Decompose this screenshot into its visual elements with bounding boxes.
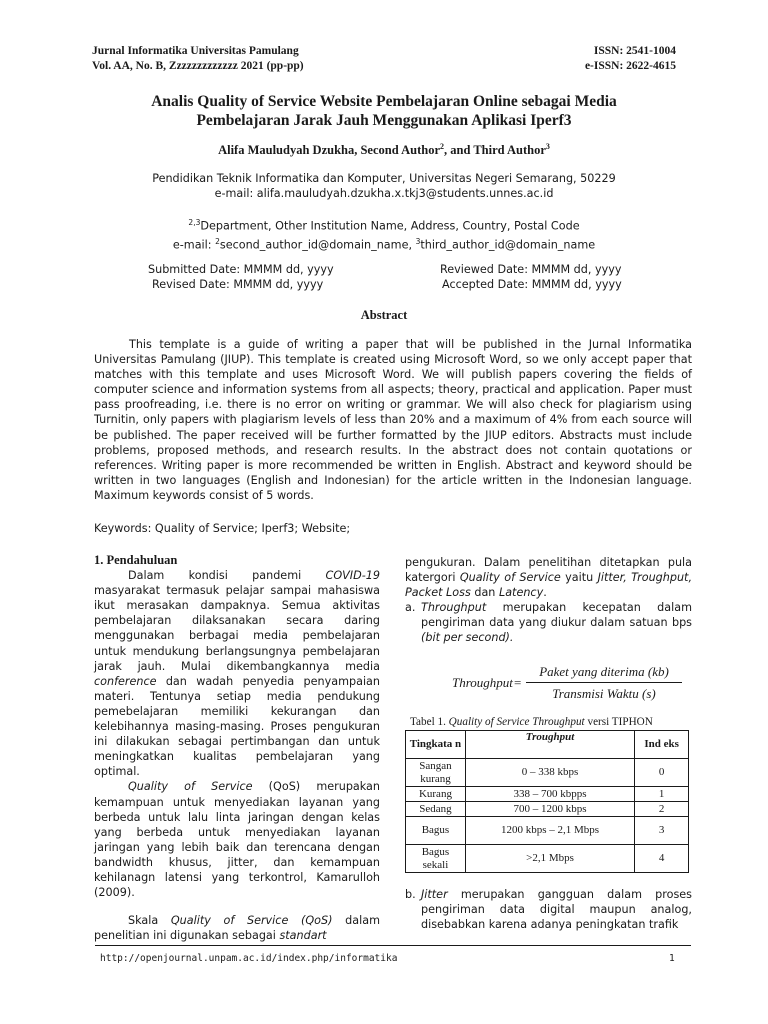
issn: ISSN: 2541-1004 <box>593 45 676 57</box>
journal-volume: Vol. AA, No. B, Zzzzzzzzzzzzz 2021 (pp-pp) <box>92 60 304 72</box>
paragraph: Dalam kondisi pandemi COVID-19 masyarakat termasuk pelajar sampai mahasiswa ikut merasakan dampaknya. Semua aktivitas pembelajaran dilaksanakan secara daring menggunakan berbagai media pembelajaran untuk mendukung berlangsungnya pembelajaran jarak jauh. Mulai dikembangkannya media conference dan wadah penyedia penyampaian materi. Tentunya setiap media pendukung pemebelajaran memiliki kekurangan dan kelebihannya masing-masing. Proses pengukuran ini dilakukan sebagai pertimbangan dan untuk meningkatkan kualitas pembelajaran yang optimal. <box>94 569 380 779</box>
table-header: Troughput <box>465 731 634 759</box>
keywords: Keywords: Quality of Service; Iperf3; Website; <box>94 522 351 535</box>
abstract-body: This template is a guide of writing a paper that will be published in the Jurnal Informatika Universitas Pamulang (JIUP). This template is created using Microsoft Word, so we only accept paper that matches with this template and uses Microsoft Word. We will publish papers covering the fields of computer science and information systems from all aspects; theory, practical and application. Paper must pass proofreading, i.e. there is no error on writing or grammar. We will also check for plagiarism using Turnitin, only papers with plagiarism levels of less than 20% and a maximum of 4% from each source will be published. The paper received will be further formatted by the JIUP editors. Abstracts must include problems, proposed methods, and research results. In the abstract does not contain quotations or references. Writing paper is more recommended be written in English. Abstract and keyword should be written in two languages (English and Indonesian) for the article written in the Indonesian language. Maximum keywords consist of 5 words. <box>94 338 692 502</box>
accepted-date: Accepted Date: MMMM dd, yyyy <box>442 278 622 291</box>
list-item: a. Throughput merupakan kecepatan dalam pengiriman data yang diukur dalam satuan bps (bit per second). <box>405 601 692 645</box>
paragraph: Quality of Service (QoS) merupakan kemampuan untuk menyediakan layanan yang berbeda untuk lalu linta jaringan dengan kelas yang berbeda untuk menyediakan layanan jaringan yang lebih baik dan terencana dengan bandwidth khusus, jitter, dan kemampuan kehilanagn latensi yang terkontrol, Kamarulloh (2009). <box>94 780 380 900</box>
list-item: b. Jitter merupakan gangguan dalam proses pengiriman data digital maupun analog, disebabkan karena adanya peningkatan trafik <box>405 888 692 932</box>
footer-url[interactable]: http://openjournal.unpam.ac.id/index.php/informatika <box>100 953 398 964</box>
table-row: Kurang 338 – 700 kbpps 1 <box>406 787 689 802</box>
eissn: e-ISSN: 2622-4615 <box>584 60 676 72</box>
formula-fraction: Paket yang diterima (kb) Transmisi Waktu (s) <box>526 661 682 704</box>
section-heading: 1. Pendahuluan <box>94 553 178 567</box>
authors: Alifa Mauludyah Dzukha, Second Author$^2$, and Third Author$^3$ <box>218 142 550 158</box>
revised-date: Revised Date: MMMM dd, yyyy <box>152 278 324 291</box>
table-header: Tingkata n <box>406 731 466 759</box>
throughput-formula: Throughput = Paket yang diterima (kb) Transmisi Waktu (s) <box>448 661 688 705</box>
table-caption: Tabel 1. Quality of Service Throughput versi TIPHON <box>410 716 653 728</box>
paragraph: Skala Quality of Service (QoS) dalam penelitian ini digunakan sebagai standart <box>94 914 380 943</box>
table-header: Ind eks <box>635 731 689 759</box>
page-number: 1 <box>669 953 675 964</box>
affiliation-1: Pendidikan Teknik Informatika dan Komputer, Universitas Negeri Semarang, 50229 e-mail: alifa.mauludyah.dzukha.x.tkj3@students.unnes.ac.id <box>152 172 616 200</box>
table-header-row <box>406 731 689 759</box>
right-column-top <box>405 555 692 646</box>
submitted-date: Submitted Date: MMMM dd, yyyy <box>148 263 334 276</box>
abstract-heading: Abstract <box>360 308 408 322</box>
journal-name: Jurnal Informatika Universitas Pamulang <box>92 45 299 57</box>
table-row: Bagus 1200 kbps – 2,1 Mbps 3 <box>406 817 689 845</box>
paragraph: pengukuran. Dalam penelitihan ditetapkan pula katergori Quality of Service yaitu Jitter, Troughput, Packet Loss dan Latency. <box>405 556 692 600</box>
table-row: Sangan kurang 0 – 338 kbps 0 <box>406 759 689 787</box>
table-row: Bagus sekali >2,1 Mbps 4 <box>406 845 689 873</box>
qos-table <box>405 730 689 873</box>
table-row: Sedang 700 – 1200 kbps 2 <box>406 802 689 817</box>
paper-title: Analis Quality of Service Website Pembelajaran Online sebagai Media Pembelajaran Jarak Jauh Menggunakan Aplikasi Iperf3 <box>151 93 617 129</box>
reviewed-date: Reviewed Date: MMMM dd, yyyy <box>440 263 622 276</box>
right-column-bottom <box>405 887 692 932</box>
footer-divider <box>95 945 691 946</box>
affiliation-2: $^{2,3}$Department, Other Institution Name, Address, Country, Postal Code e-mail: $^2$second_author_id@domain_name, $^3$third_author_id@domain_name <box>172 218 596 252</box>
left-column <box>94 553 380 943</box>
